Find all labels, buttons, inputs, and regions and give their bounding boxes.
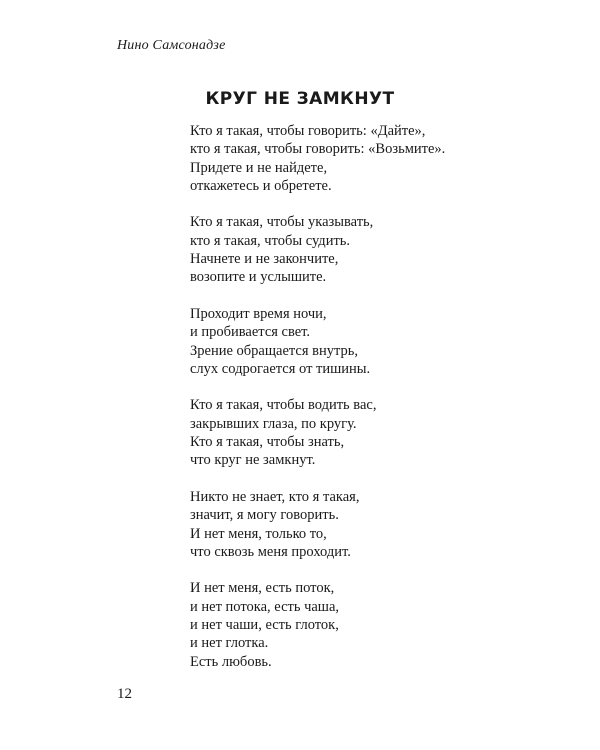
poem-line: и нет потока, есть чаша,	[190, 598, 340, 615]
poem-line: и пробивается свет.	[190, 324, 311, 341]
poem-line: Кто я такая, чтобы водить вас,	[190, 397, 377, 414]
poem-line: Никто не знает, кто я такая,	[190, 488, 360, 505]
poem-line: и нет чаши, есть глоток,	[190, 617, 339, 634]
stanza	[190, 122, 445, 195]
running-head-author: Нино Самсонадзе	[117, 38, 226, 53]
poem-line: Кто я такая, чтобы указывать,	[190, 214, 374, 231]
poem-line: значит, я могу говорить.	[190, 507, 339, 524]
poem-line: Придете и не найдете,	[190, 159, 328, 176]
poem-line: Проходит время ночи,	[190, 305, 327, 322]
poem-line: И нет меня, есть поток,	[190, 580, 335, 597]
poem-title: КРУГ НЕ ЗАМКНУТ	[205, 89, 395, 109]
stanza	[190, 305, 445, 378]
stanza	[190, 488, 445, 561]
poem-line: Есть любовь.	[190, 653, 272, 670]
poem-line: Кто я такая, чтобы знать,	[190, 434, 345, 451]
poem-body	[190, 122, 445, 689]
poem-line: что круг не замкнут.	[190, 452, 316, 469]
poem-line: кто я такая, чтобы говорить: «Возьмите».	[190, 141, 446, 158]
stanza	[190, 396, 445, 469]
stanza	[190, 579, 445, 670]
poem-line: слух содрогается от тишины.	[190, 360, 371, 377]
poem-line: закрывших глаза, по кругу.	[190, 415, 357, 432]
stanza	[190, 213, 445, 286]
page-number: 12	[117, 686, 132, 702]
poem-line: Зрение обращается внутрь,	[190, 342, 358, 359]
poem-line: и нет глотка.	[190, 635, 269, 652]
poem-line: И нет меня, только то,	[190, 525, 327, 542]
poem-line: что сквозь меня проходит.	[190, 543, 351, 560]
poem-line: Кто я такая, чтобы говорить: «Дайте»,	[190, 123, 426, 139]
poem-line: кто я такая, чтобы судить.	[190, 232, 351, 249]
poem-line: откажетесь и обретете.	[190, 177, 332, 194]
poem-line: Начнете и не закончите,	[190, 251, 339, 268]
poem-line: возопите и услышите.	[190, 269, 327, 286]
